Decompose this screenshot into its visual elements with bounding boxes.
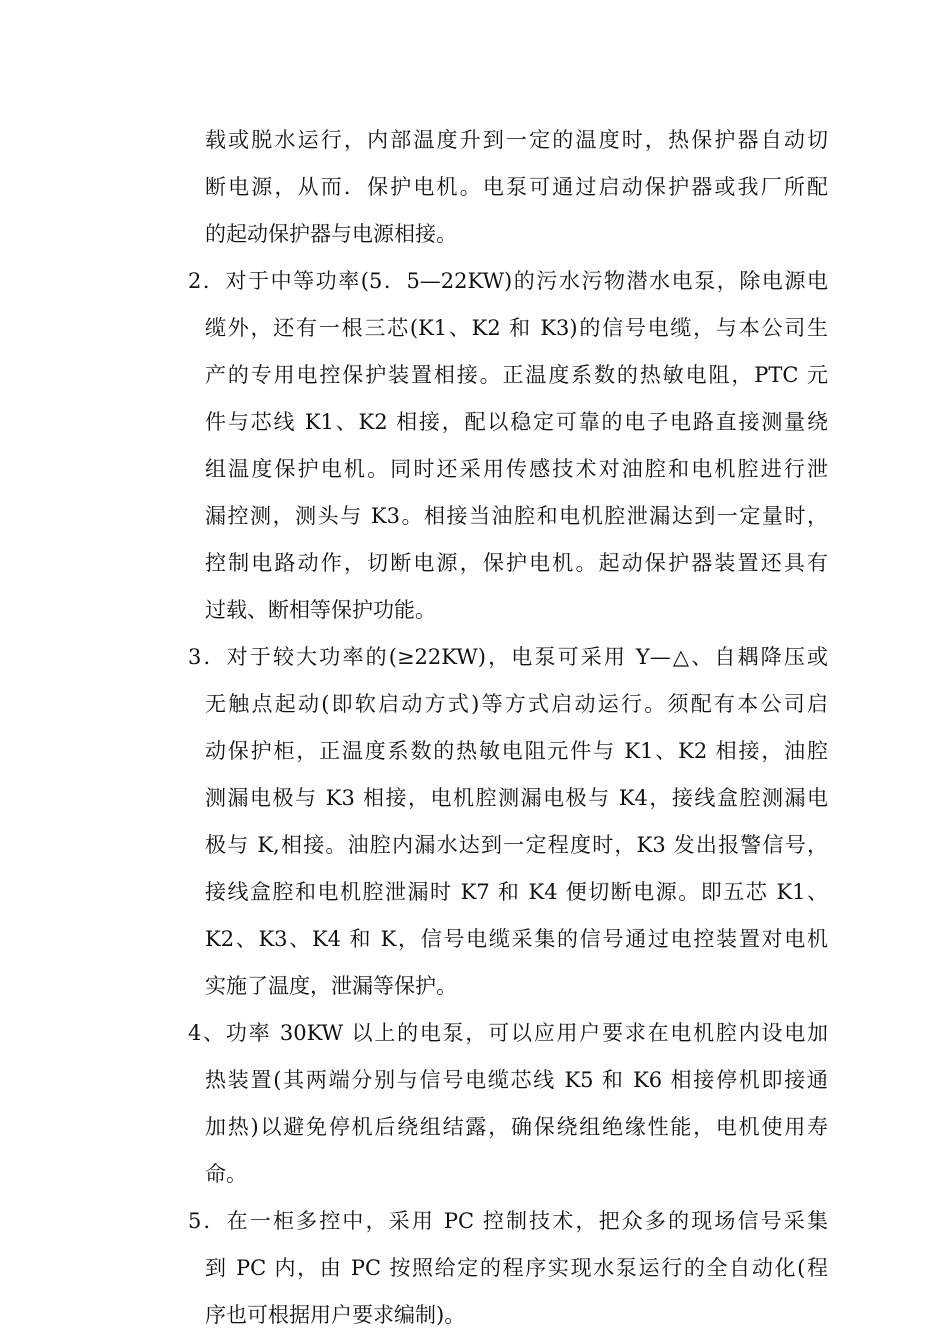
text-line: 缆外，还有一根三芯(K1、K2 和 K3)的信号电缆，与本公司生 (205, 316, 828, 340)
text-line: 实施了温度，泄漏等保护。 (205, 974, 457, 998)
document-body (188, 117, 828, 1339)
text-line: 的起动保护器与电源相接。 (205, 222, 457, 246)
text-line: 控制电路动作，切断电源，保护电机。起动保护器装置还具有 (205, 551, 828, 575)
text-line: 4、功率 30KW 以上的电泵，可以应用户要求在电机腔内设电加 (188, 1021, 828, 1045)
text-line: 产的专用电控保护装置相接。正温度系数的热敏电阻，PTC 元 (205, 363, 828, 387)
text-line: 组温度保护电机。同时还采用传感技术对油腔和电机腔进行泄 (205, 457, 828, 481)
paragraph-item-5 (188, 1198, 828, 1339)
text-line: 断电源，从而．保护电机。电泵可通过启动保护器或我厂所配 (205, 175, 828, 199)
paragraph-item-3 (188, 634, 828, 1010)
text-line: 过载、断相等保护功能。 (205, 598, 436, 622)
paragraph-item-4 (188, 1010, 828, 1198)
text-line: 无触点起动(即软启动方式)等方式启动运行。须配有本公司启 (205, 692, 828, 716)
text-line: 加热)以避免停机后绕组结露，确保绕组绝缘性能，电机使用寿 (205, 1115, 828, 1139)
paragraph-item-2 (188, 258, 828, 634)
text-line: 漏控测，测头与 K3。相接当油腔和电机腔泄漏达到一定量时， (205, 504, 828, 528)
text-line: 3．对于较大功率的(≥22KW)，电泵可采用 Y—△、自耦降压或 (188, 645, 828, 669)
paragraph-continuation (188, 117, 828, 258)
text-line: K2、K3、K4 和 K，信号电缆采集的信号通过电控装置对电机 (205, 927, 828, 951)
text-line: 序也可根据用户要求编制)。 (205, 1303, 466, 1327)
text-line: 5．在一柜多控中，采用 PC 控制技术，把众多的现场信号采集 (188, 1209, 828, 1233)
text-line: 极与 K,相接。油腔内漏水达到一定程度时，K3 发出报警信号， (205, 833, 828, 857)
text-line: 2．对于中等功率(5．5—22KW)的污水污物潜水电泵，除电源电 (188, 269, 828, 293)
text-line: 热装置(其两端分别与信号电缆芯线 K5 和 K6 相接停机即接通 (205, 1068, 828, 1092)
text-line: 件与芯线 K1、K2 相接，配以稳定可靠的电子电路直接测量绕 (205, 410, 828, 434)
text-line: 到 PC 内，由 PC 按照给定的程序实现水泵运行的全自动化(程 (205, 1256, 828, 1280)
text-line: 测漏电极与 K3 相接，电机腔测漏电极与 K4，接线盒腔测漏电 (205, 786, 828, 810)
text-line: 动保护柜，正温度系数的热敏电阻元件与 K1、K2 相接，油腔 (205, 739, 828, 763)
text-line: 载或脱水运行，内部温度升到一定的温度时，热保护器自动切 (205, 128, 828, 152)
text-line: 接线盒腔和电机腔泄漏时 K7 和 K4 便切断电源。即五芯 K1、 (205, 880, 828, 904)
text-line: 命。 (205, 1162, 247, 1186)
